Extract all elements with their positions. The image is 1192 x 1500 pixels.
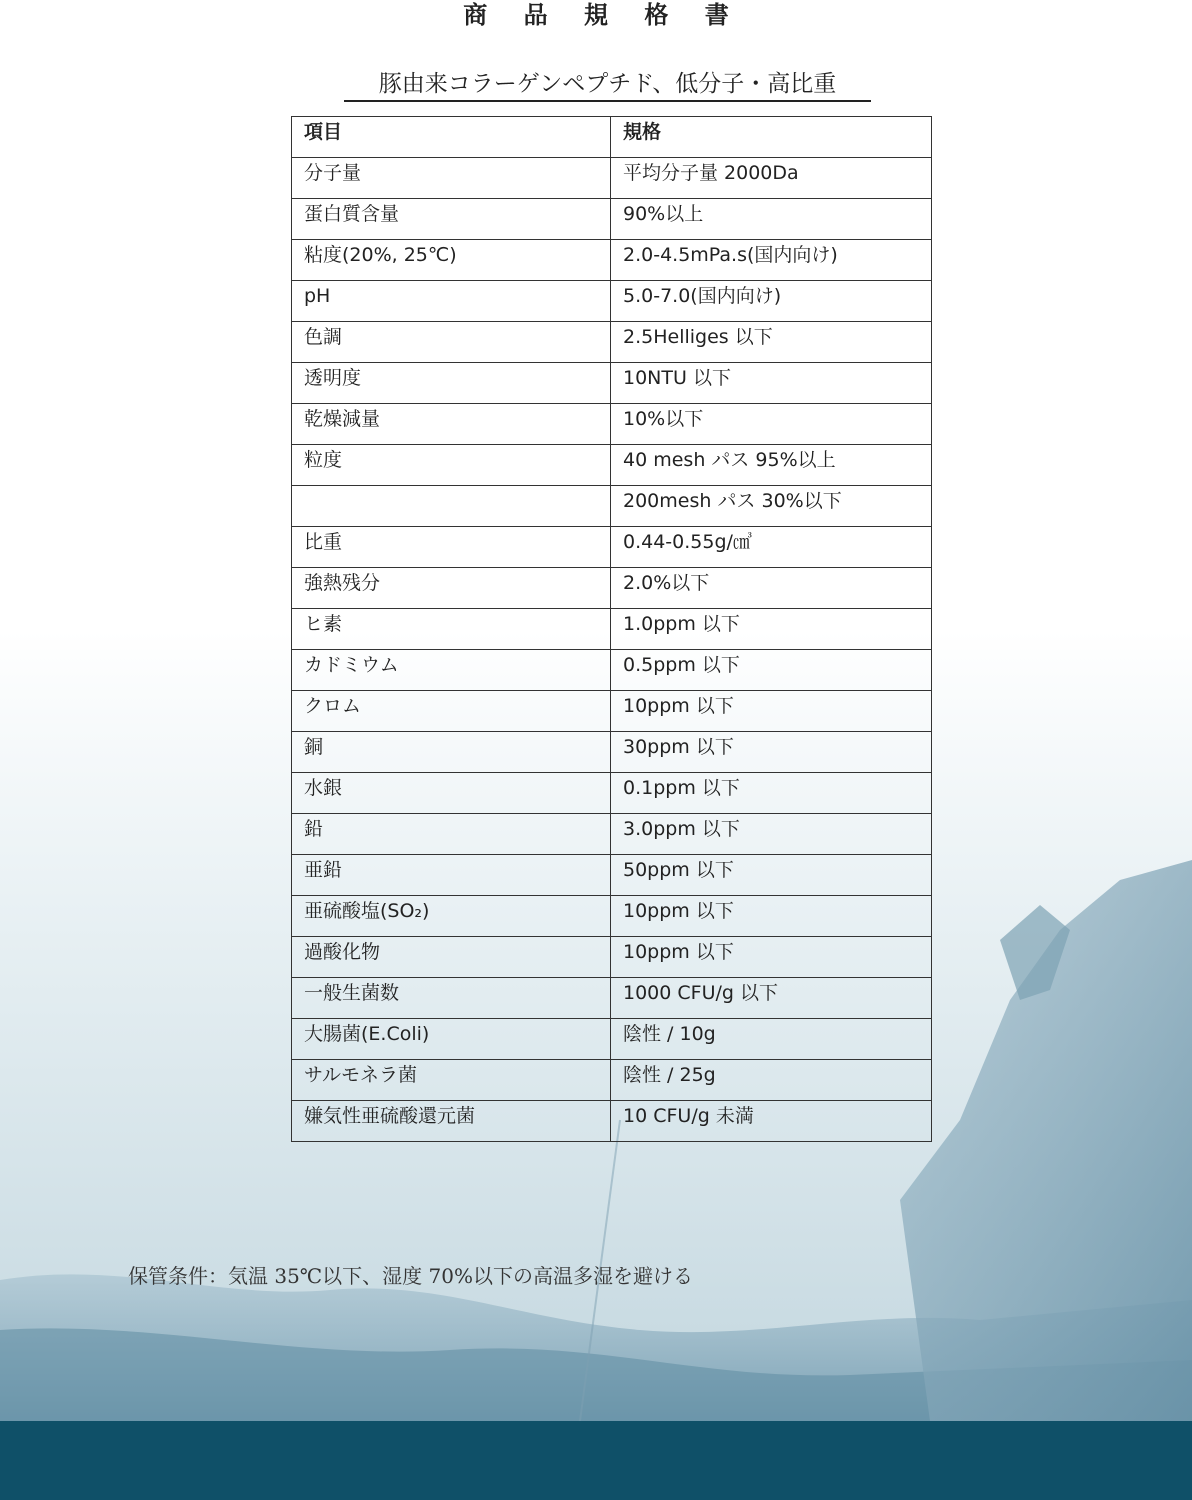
spec-cell: 2.0%以下 [611, 568, 932, 609]
spec-cell: 200mesh パス 30%以下 [611, 486, 932, 527]
item-cell [292, 486, 611, 527]
item-cell: 水銀 [292, 773, 611, 814]
table-row [292, 814, 932, 855]
item-cell: クロム [292, 691, 611, 732]
spec-cell: 0.1ppm 以下 [611, 773, 932, 814]
table-row [292, 568, 932, 609]
specification-table [291, 116, 932, 1142]
spec-cell: 10%以下 [611, 404, 932, 445]
table-row [292, 773, 932, 814]
item-cell: 鉛 [292, 814, 611, 855]
table-row [292, 445, 932, 486]
header-item: 項目 [292, 117, 611, 158]
table-row [292, 691, 932, 732]
spec-cell: 50ppm 以下 [611, 855, 932, 896]
header-spec: 規格 [611, 117, 932, 158]
spec-cell: 10 CFU/g 未満 [611, 1101, 932, 1142]
table-header-row [292, 117, 932, 158]
table-row [292, 322, 932, 363]
item-cell: 透明度 [292, 363, 611, 404]
spec-cell: 2.0-4.5mPa.s(国内向け) [611, 240, 932, 281]
item-cell: 比重 [292, 527, 611, 568]
spec-cell: 2.5Helliges 以下 [611, 322, 932, 363]
spec-cell: 1.0ppm 以下 [611, 609, 932, 650]
item-cell: 大腸菌(E.Coli) [292, 1019, 611, 1060]
spec-cell: 陰性 / 10g [611, 1019, 932, 1060]
spec-cell: 10ppm 以下 [611, 937, 932, 978]
table-row [292, 1060, 932, 1101]
product-name: 豚由来コラーゲンペプチド、低分子・高比重 [344, 68, 871, 102]
item-cell: 亜鉛 [292, 855, 611, 896]
spec-cell: 0.44-0.55g/㎤ [611, 527, 932, 568]
spec-cell: 10ppm 以下 [611, 896, 932, 937]
table-row [292, 609, 932, 650]
item-cell: 乾燥減量 [292, 404, 611, 445]
table-row [292, 732, 932, 773]
item-cell: 一般生菌数 [292, 978, 611, 1019]
item-cell: ヒ素 [292, 609, 611, 650]
item-cell: 粘度(20%, 25℃) [292, 240, 611, 281]
table-row [292, 158, 932, 199]
spec-cell: 10NTU 以下 [611, 363, 932, 404]
spec-cell: 40 mesh パス 95%以上 [611, 445, 932, 486]
item-cell: 粒度 [292, 445, 611, 486]
table-row [292, 1101, 932, 1142]
table-row [292, 937, 932, 978]
table-row [292, 240, 932, 281]
table-row [292, 1019, 932, 1060]
document-title: 商 品 規 格 書 [463, 1, 743, 29]
spec-cell: 30ppm 以下 [611, 732, 932, 773]
table-row [292, 855, 932, 896]
spec-cell: 0.5ppm 以下 [611, 650, 932, 691]
item-cell: 嫌気性亜硫酸還元菌 [292, 1101, 611, 1142]
item-cell: 色調 [292, 322, 611, 363]
table-row [292, 363, 932, 404]
item-cell: 過酸化物 [292, 937, 611, 978]
spec-cell: 90%以上 [611, 199, 932, 240]
table-row [292, 896, 932, 937]
item-cell: カドミウム [292, 650, 611, 691]
table-row [292, 650, 932, 691]
spec-cell: 10ppm 以下 [611, 691, 932, 732]
spec-cell: 3.0ppm 以下 [611, 814, 932, 855]
item-cell: 蛋白質含量 [292, 199, 611, 240]
table-row [292, 486, 932, 527]
item-cell: サルモネラ菌 [292, 1060, 611, 1101]
item-cell: pH [292, 281, 611, 322]
item-cell: 亜硫酸塩(SO₂) [292, 896, 611, 937]
footer-band [0, 1421, 1192, 1500]
item-cell: 分子量 [292, 158, 611, 199]
table-row [292, 281, 932, 322]
table-row [292, 978, 932, 1019]
storage-conditions: 保管条件：気温 35℃以下、湿度 70%以下の高温多湿を避ける [128, 1264, 693, 1288]
spec-cell: 1000 CFU/g 以下 [611, 978, 932, 1019]
spec-cell: 5.0-7.0(国内向け) [611, 281, 932, 322]
item-cell: 強熱残分 [292, 568, 611, 609]
table-row [292, 527, 932, 568]
spec-cell: 平均分子量 2000Da [611, 158, 932, 199]
spec-cell: 陰性 / 25g [611, 1060, 932, 1101]
item-cell: 銅 [292, 732, 611, 773]
table-row [292, 199, 932, 240]
table-row [292, 404, 932, 445]
